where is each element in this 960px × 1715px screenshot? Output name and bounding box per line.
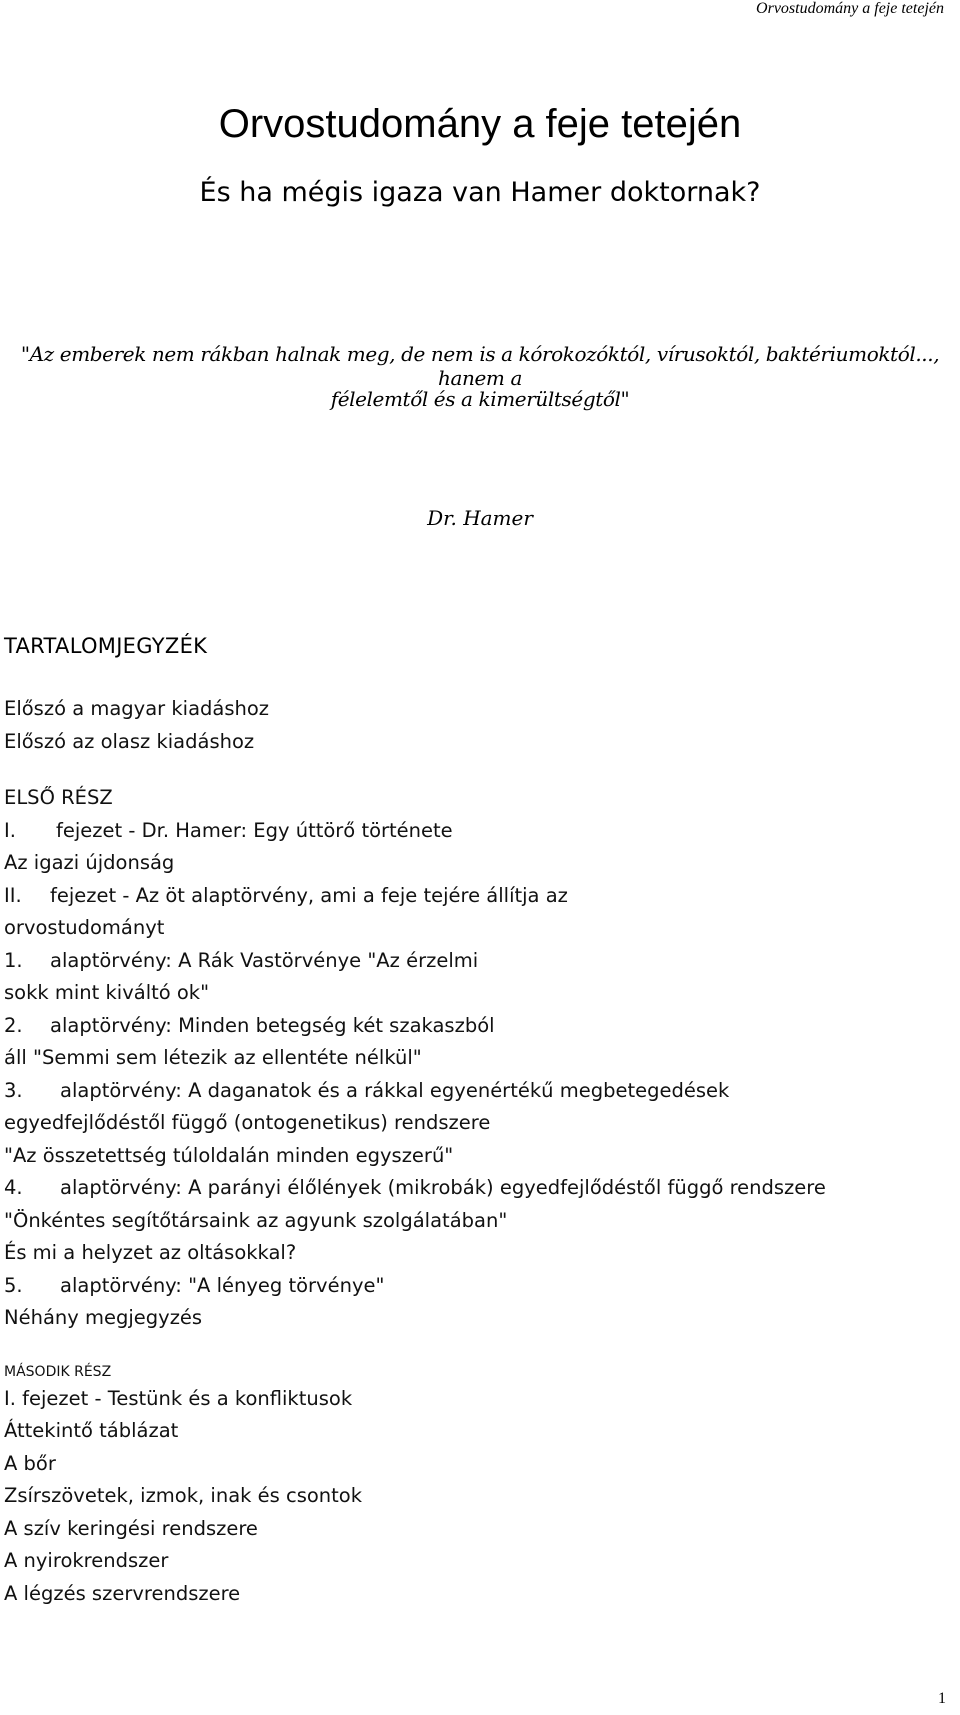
toc-part-1-label: ELSŐ RÉSZ bbox=[4, 786, 113, 809]
toc-entry-number: 4. bbox=[4, 1176, 23, 1199]
toc-entry-law-4[interactable] bbox=[4, 1172, 944, 1205]
toc-entry-law-3-cont-2[interactable]: "Az összetettség túloldalán minden egyszerű" bbox=[4, 1143, 454, 1167]
toc-entry-law-5[interactable] bbox=[4, 1270, 944, 1303]
page-title: Orvostudomány a feje tetején bbox=[218, 102, 742, 146]
toc-entry-law-3[interactable] bbox=[4, 1075, 944, 1108]
toc-entry-text: alaptörvény: A daganatok és a rákkal egyenértékű megbetegedések bbox=[60, 1078, 730, 1102]
toc-entry-preface-it[interactable]: Előszó az olasz kiadáshoz bbox=[4, 729, 255, 753]
page-subtitle: És ha mégis igaza van Hamer doktornak? bbox=[199, 177, 761, 208]
toc-entry-law-1[interactable] bbox=[4, 945, 944, 978]
toc-entry-number: 1. bbox=[4, 948, 23, 972]
toc-spacer bbox=[4, 1335, 944, 1357]
epigraph-author: Dr. Hamer bbox=[427, 506, 533, 530]
toc-entry-preface-hu[interactable]: Előszó a magyar kiadáshoz bbox=[4, 697, 270, 720]
toc-entry-lymph[interactable]: A nyirokrendszer bbox=[4, 1549, 169, 1572]
toc-entry-law-4-cont[interactable]: "Önkéntes segítőtársaink az agyunk szolgálatában" bbox=[4, 1208, 508, 1232]
toc-entry-number: 5. bbox=[4, 1273, 23, 1297]
toc-entry-vaccines[interactable]: És mi a helyzet az oltásokkal? bbox=[4, 1241, 297, 1264]
running-header: Orvostudomány a feje tetején bbox=[756, 0, 944, 17]
toc-entry-number: 2. bbox=[4, 1013, 23, 1037]
toc-entry-heart[interactable]: A szív keringési rendszere bbox=[4, 1516, 258, 1540]
epigraph-quote-line-1: "Az emberek nem rákban halnak meg, de nem is a kórokozóktól, vírusoktól, baktériumoktól..., hanem a bbox=[20, 342, 940, 390]
epigraph-quote-line-2: félelemtől és a kimerültségtől" bbox=[330, 387, 630, 411]
toc-heading: TARTALOMJEGYZÉK bbox=[4, 634, 208, 658]
toc-entry-law-2[interactable] bbox=[4, 1010, 944, 1043]
toc-entry-notes[interactable]: Néhány megjegyzés bbox=[4, 1306, 203, 1329]
toc-part-2-label: MÁSODIK RÉSZ bbox=[4, 1363, 112, 1380]
toc-spacer bbox=[4, 758, 944, 782]
toc-entry-text: alaptörvény: A Rák Vastörvénye "Az érzelmi bbox=[50, 948, 479, 972]
toc-entry-novelty[interactable]: Az igazi újdonság bbox=[4, 851, 175, 874]
toc-entry-respiratory[interactable]: A légzés szervrendszere bbox=[4, 1581, 241, 1605]
toc-entry-number: II. bbox=[4, 883, 22, 907]
toc-entry-overview-table[interactable]: Áttekintő táblázat bbox=[4, 1419, 179, 1442]
toc-entry-text: alaptörvény: A parányi élőlények (mikrobák) egyedfejlődéstől függő rendszere bbox=[60, 1176, 826, 1199]
toc-entry-chapter-1[interactable] bbox=[4, 815, 944, 848]
toc-entry-law-3-cont-1[interactable]: egyedfejlődéstől függő (ontogenetikus) rendszere bbox=[4, 1111, 491, 1134]
toc-entry-chapter-2[interactable] bbox=[4, 880, 944, 913]
table-of-contents bbox=[4, 693, 944, 1610]
toc-entry-skin[interactable]: A bőr bbox=[4, 1451, 56, 1475]
toc-entry-chapter-2-cont[interactable]: orvostudományt bbox=[4, 916, 165, 939]
toc-entry-number: I. bbox=[4, 818, 16, 842]
toc-entry-text: fejezet - Dr. Hamer: Egy úttörő története bbox=[56, 818, 453, 842]
toc-entry-text: alaptörvény: Minden betegség két szakaszból bbox=[50, 1013, 495, 1037]
toc-entry-part-2-chapter-1[interactable]: I. fejezet - Testünk és a konfliktusok bbox=[4, 1386, 353, 1410]
page-number: 1 bbox=[938, 1690, 946, 1707]
toc-entry-text: alaptörvény: "A lényeg törvénye" bbox=[60, 1273, 385, 1297]
toc-entry-text: fejezet - Az öt alaptörvény, ami a feje tejére állítja az bbox=[50, 883, 568, 907]
toc-entry-law-2-cont[interactable]: áll "Semmi sem létezik az ellentéte nélkül" bbox=[4, 1046, 422, 1069]
toc-entry-number: 3. bbox=[4, 1078, 23, 1102]
toc-entry-tissues[interactable]: Zsírszövetek, izmok, inak és csontok bbox=[4, 1484, 363, 1507]
toc-entry-law-1-cont[interactable]: sokk mint kiváltó ok" bbox=[4, 981, 210, 1004]
